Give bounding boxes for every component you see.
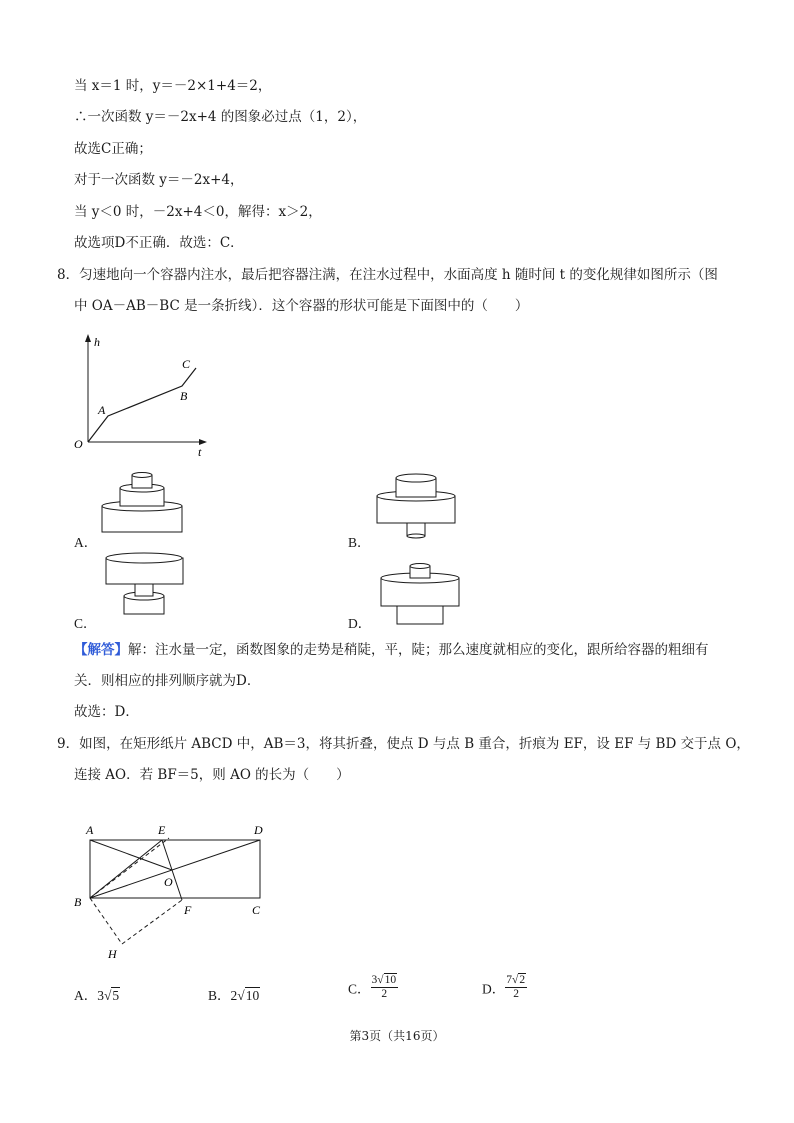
axis-label-h: h xyxy=(94,335,100,349)
q9-option-d-radicand: 2 xyxy=(519,974,526,986)
point-label-c: C xyxy=(182,357,191,371)
q8-option-c-label[interactable]: C． xyxy=(74,616,97,631)
answer-tag: 【解答】 xyxy=(74,642,128,658)
q9-rectangle-figure xyxy=(74,820,274,960)
q9-option-b-radicand: 10 xyxy=(245,988,260,1003)
q9-option-c-label: C． xyxy=(348,981,371,997)
fig-label-a: A xyxy=(86,823,94,837)
q8-option-a-label[interactable]: A． xyxy=(74,535,98,550)
q8-container-b xyxy=(377,472,467,544)
q9-option-a-radicand: 5 xyxy=(112,988,120,1003)
point-label-o: O xyxy=(74,437,83,451)
q8-option-d-label[interactable]: D． xyxy=(348,616,372,631)
fig-label-c: C xyxy=(252,903,261,917)
q9-option-d-coef: 7 xyxy=(506,974,512,986)
solution-line-5: 当 y＜0 时，－2x+4＜0，解得：x＞2， xyxy=(74,204,322,220)
q9-option-b[interactable]: B．2√10 xyxy=(208,988,260,1003)
q8-text-1: 8．匀速地向一个容器内注水，最后把容器注满，在注水过程中，水面高度 h 随时间 t 的变化规律如图所示（图 xyxy=(57,267,718,283)
q9-option-d-denominator: 2 xyxy=(513,988,520,1000)
q9-option-b-label: B．2 xyxy=(208,988,238,1003)
q9-option-c-fraction: $\frac{3√10}{2}$ xyxy=(371,974,397,1000)
q9-option-c-radicand: 10 xyxy=(384,974,397,986)
solution-line-2: ∴一次函数 y＝－2x+4 的图象必过点（1，2）， xyxy=(74,109,367,125)
page-footer: 第3页（共16页） xyxy=(349,1029,445,1043)
q8-container-d xyxy=(381,558,471,630)
q8-height-time-graph xyxy=(70,330,210,460)
q9-option-c[interactable] xyxy=(348,974,398,1001)
fig-label-o: O xyxy=(164,875,173,889)
fig-label-h: H xyxy=(108,947,117,961)
q8-option-b-label[interactable]: B． xyxy=(348,535,371,550)
fig-label-f: F xyxy=(184,903,192,917)
q9-option-d-fraction: $\frac{7√2}{2}$ xyxy=(506,974,526,1000)
solution-line-4: 对于一次函数 y＝－2x+4， xyxy=(74,172,244,188)
q8-answer-line-2: 关．则相应的排列顺序就为D． xyxy=(74,673,261,689)
fig-label-b: B xyxy=(74,895,82,909)
q8-container-c xyxy=(106,552,196,624)
fig-label-d: D xyxy=(254,823,263,837)
q9-option-d[interactable] xyxy=(482,974,527,1001)
q9-text-2: 连接 AO．若 BF＝5，则 AO 的长为（ ） xyxy=(74,767,350,783)
q9-option-a-label: A．3 xyxy=(74,988,104,1003)
q9-option-c-coef: 3 xyxy=(371,974,378,986)
q9-option-d-label: D． xyxy=(482,981,506,997)
q9-text-1: 9．如图，在矩形纸片 ABCD 中，AB＝3，将其折叠，使点 D 与点 B 重合，折痕为 EF，设 EF 与 BD 交于点 O， xyxy=(57,736,750,752)
fig-label-e: E xyxy=(158,823,166,837)
solution-line-6: 故选项D不正确．故选：C． xyxy=(74,235,244,251)
q9-option-c-denominator: 2 xyxy=(381,988,388,1000)
answer-text-1: 解：注水量一定，函数图象的走势是稍陡，平，陡；那么速度就相应的变化，跟所给容器的粗细有 xyxy=(128,642,709,658)
q8-answer-line-1 xyxy=(74,641,709,659)
point-label-b: B xyxy=(180,389,188,403)
point-label-a: A xyxy=(98,403,106,417)
q9-option-a[interactable]: A．3√5 xyxy=(74,988,120,1003)
axis-label-t: t xyxy=(198,445,202,459)
solution-line-3: 故选C正确； xyxy=(74,141,152,157)
q8-container-a xyxy=(102,472,192,544)
q8-answer-line-3: 故选：D． xyxy=(74,704,139,720)
q8-text-2: 中 OA－AB－BC 是一条折线）．这个容器的形状可能是下面图中的（ ） xyxy=(74,298,529,314)
solution-line-1: 当 x＝1 时，y＝－2×1+4＝2， xyxy=(74,78,272,94)
